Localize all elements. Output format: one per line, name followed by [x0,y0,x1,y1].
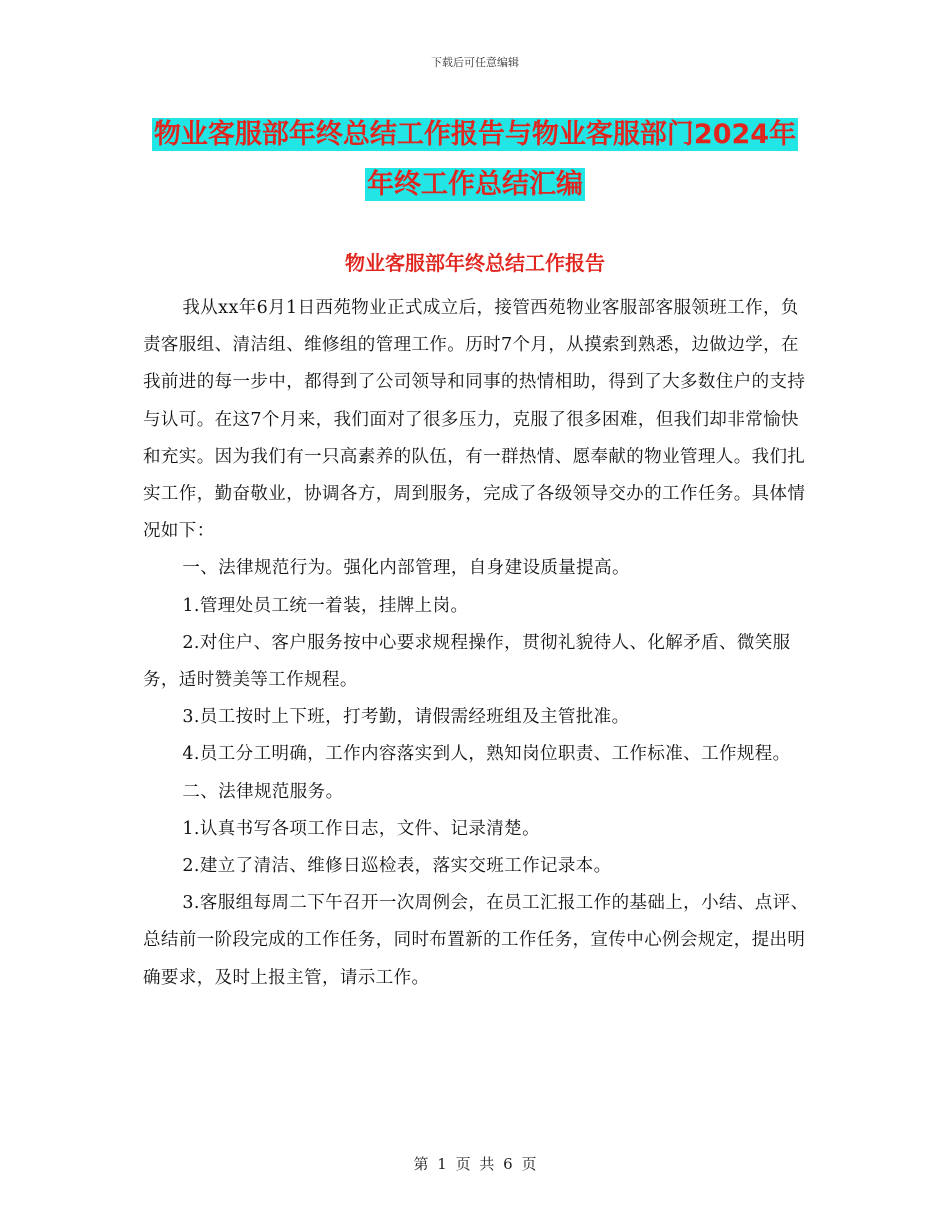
page-header: 下载后可任意编辑 [431,56,519,69]
paragraph: 4.员工分工明确，工作内容落实到人，熟知岗位职责、工作标准、工作规程。 [182,744,791,765]
document-body [143,290,813,997]
page-footer: 第 1 页 共 6 页 [413,1155,537,1173]
paragraph: 我从xx年6月1日西苑物业正式成立后，接管西苑物业客服部客服领班工作，负责客服组、清洁组、维修组的管理工作。历时7个月，从摸索到熟悉，边做边学，在我前进的每一步中，都得到了公司领导和同事的热情相助，得到了大多数住户的支持与认可。在这7个月来，我们面对了很多压力，克服了很多困难，但我们却非常愉快和充实。因为我们有一只高素养的队伍，有一群热情、愿奉献的物业管理人。我们扎实工作，勤奋敬业，协调各方，周到服务，完成了各级领导交办的工作任务。具体情况如下： [143,298,806,542]
paragraph: 2.对住户、客户服务按中心要求规程操作，贯彻礼貌待人、化解矛盾、微笑服务，适时赞美等工作规程。 [143,632,791,691]
paragraph: 3.员工按时上下班，打考勤，请假需经班组及主管批准。 [182,707,630,728]
paragraph: 1.管理处员工统一着装，挂牌上岗。 [182,595,469,616]
paragraph: 3.客服组每周二下午召开一次周例会，在员工汇报工作的基础上，小结、点评、总结前一阶段完成的工作任务，同时布置新的工作任务，宣传中心例会规定，提出明确要求，及时上报主管，请示工作。 [143,893,809,988]
document-title [0,110,950,210]
paragraph: 一、法律规范行为。强化内部管理，自身建设质量提高。 [182,558,630,579]
title-line-1: 物业客服部年终总结工作报告与物业客服部门2024年 [153,119,797,150]
paragraph: 1.认真书写各项工作日志，文件、记录清楚。 [182,818,540,839]
section-title: 物业客服部年终总结工作报告 [345,251,605,275]
paragraph: 2.建立了清洁、维修日巡检表，落实交班工作记录本。 [182,856,612,877]
paragraph: 二、法律规范服务。 [182,781,344,802]
title-line-2: 年终工作总结汇编 [367,169,583,200]
